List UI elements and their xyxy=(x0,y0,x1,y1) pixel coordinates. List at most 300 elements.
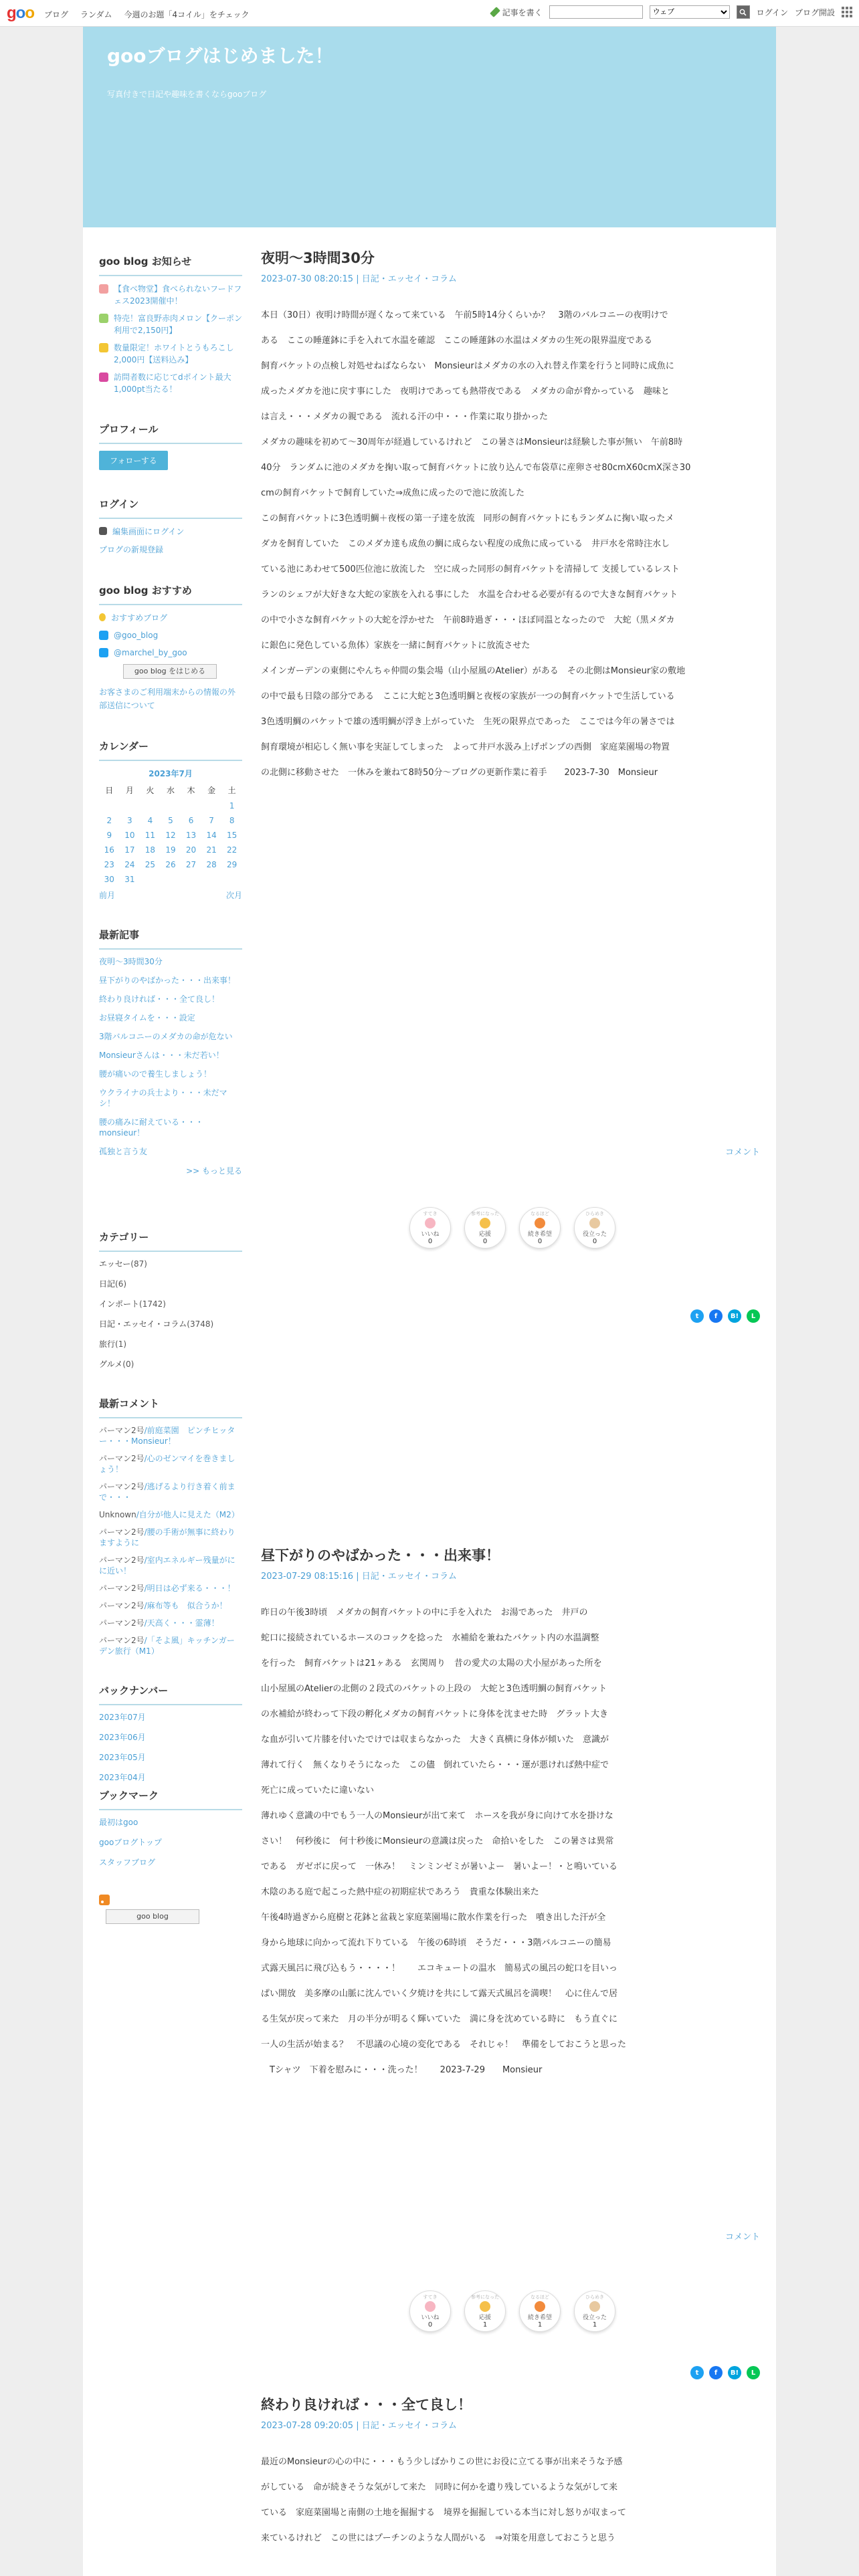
blog-description: 写真付きで日記や趣味を書くならgooブログ xyxy=(107,90,267,99)
article-paragraph: 式露天風呂に飛び込もう・・・・！ エコキュートの温水 簡易式の風呂の蛇口を目いっ xyxy=(261,1963,618,1973)
calendar-day[interactable]: 3 xyxy=(127,816,132,825)
reaction-caption: すてき xyxy=(423,1211,438,1216)
edit-login-label: 編集画面にログイン xyxy=(112,527,185,536)
calendar-section xyxy=(99,739,242,901)
calendar-day[interactable]: 14 xyxy=(206,831,217,840)
bookmark-link[interactable]: gooブログトップ xyxy=(99,1838,162,1847)
comment-article-link[interactable]: /前庭菜園 ピンチヒッター・・・Monsieur！ xyxy=(99,1426,235,1446)
calendar-day xyxy=(181,798,201,813)
profile-heading: プロフィール xyxy=(99,422,242,444)
article-paragraph: 本日（30日）夜明け時間が遅くなって来ている 午前5時14分くらいか？ 3階のバルコニーの夜明けで xyxy=(261,310,668,320)
recommend-blog-link[interactable] xyxy=(99,612,242,624)
calendar-day xyxy=(140,872,161,887)
calendar-day[interactable]: 13 xyxy=(185,831,197,840)
comment-article-link[interactable]: /腰の手術が無事に終わりますように xyxy=(99,1527,235,1547)
page-panel xyxy=(83,227,776,2576)
calendar-day[interactable]: 9 xyxy=(106,831,112,840)
comment-author: パーマン2号 xyxy=(99,1527,145,1537)
article-paragraph: 3色透明鯛のバケットで雄の透明鯛が浮き上がっていた 生死の限界点であった ここでは今年の暑さでは xyxy=(261,717,675,727)
article-paragraph: がしている 命が続きそうな気がして来た 同時に何かを遺り残しているような気がして来 xyxy=(261,2482,618,2492)
article-paragraph: を行った 飼育バケットは21ヶある 玄関周り 昔の愛犬の太陽の犬小屋があった所を xyxy=(261,1658,602,1669)
nav-random-link[interactable]: ランダム xyxy=(80,10,112,19)
comment-author: Unknown xyxy=(99,1510,136,1519)
article-paragraph: の水補給が終わって下段の孵化メダカの飼育バケットに身体を沈ませた時 グラット大き xyxy=(261,1709,608,1719)
pencil-icon xyxy=(99,527,107,535)
line-share-icon[interactable]: L xyxy=(747,1309,760,1323)
recommend-section xyxy=(99,583,242,712)
article-paragraph: 成ったメダカを池に戻す事にした 夜明けであっても熱帯夜である メダカの命が脅かっている 趣味と xyxy=(261,387,670,397)
article-paragraph: の中で小さな飼育バケットの大蛇を浮かせた 午前8時過ぎ・・・ほぼ同温となったので 大蛇（黒メダカ xyxy=(261,615,675,625)
open-blog-link[interactable]: ブログ開設 xyxy=(794,7,835,17)
reaction-label: 応援 xyxy=(478,2315,491,2321)
apps-grid-icon[interactable] xyxy=(842,7,852,17)
calendar-day[interactable]: 4 xyxy=(147,816,153,825)
comment-item xyxy=(99,1600,242,1611)
article-paragraph: 山小屋風のAtelierの北側の２段式のバケットの上段の 大蛇と3色透明鯛の飼育バケット xyxy=(261,1684,607,1694)
reaction-count: 0 xyxy=(427,1238,433,1245)
calendar-table xyxy=(99,782,242,887)
write-article-link[interactable] xyxy=(490,7,543,18)
article-paragraph: な血が引いて片膝を付いたでけでは収まらなかった 大きく真横に身体が傾いた 意識が xyxy=(261,1735,609,1745)
calendar-day[interactable]: 27 xyxy=(185,860,197,869)
article-title[interactable]: 終わり良ければ・・・全て良し！ xyxy=(261,2397,472,2413)
profile-section xyxy=(99,422,242,470)
article-paragraph: 死亡に成っていたに違いない xyxy=(261,1786,375,1796)
sidebar-footer xyxy=(99,1895,242,1924)
recent-article-link[interactable]: Monsieurさんは・・・未だ若い！ xyxy=(99,1051,224,1060)
search-button[interactable] xyxy=(737,5,750,19)
category-item xyxy=(99,1339,242,1350)
corn-icon xyxy=(99,343,108,352)
notice-text: 特売！富良野赤肉メロン【クーポン利用で2,150円】 xyxy=(114,314,243,335)
article-paragraph: ている 家庭菜園場と南側の土地を掘掘する 境界を掘掘している本当に対し怒りが収まって xyxy=(261,2508,627,2518)
article-paragraph: 身から地球に向かって流れ下りている 午後の6時頃 そうだ・・・3階バルコニーの簡易 xyxy=(261,1938,611,1948)
article-paragraph: 木陰のある庭で起こった熱中症の初期症状であろう 貴重な体験出来た xyxy=(261,1887,539,1897)
calendar-weekday: 木 xyxy=(187,786,195,795)
comment-article-link[interactable]: /自分が他人に見えた（M2） xyxy=(136,1510,240,1519)
reaction-button[interactable] xyxy=(409,2290,451,2332)
calendar-day[interactable]: 2 xyxy=(106,816,112,825)
twitter-icon xyxy=(99,631,108,640)
reaction-button[interactable] xyxy=(519,1207,561,1249)
notice-item[interactable] xyxy=(99,283,242,307)
reaction-label: 応援 xyxy=(478,1231,491,1238)
category-count: (3748) xyxy=(187,1319,214,1329)
recent-section xyxy=(99,928,242,1176)
calendar-weekday: 水 xyxy=(166,786,175,795)
comment-link[interactable]: コメント xyxy=(725,2232,760,2242)
calendar-day[interactable]: 8 xyxy=(229,816,235,825)
nav-topic-link[interactable]: 今週のお題「4コイル」をチェック xyxy=(124,10,250,19)
article-body xyxy=(261,308,760,780)
twitter-goo-label: @goo_blog xyxy=(114,631,159,640)
reaction-emoji-icon xyxy=(480,2301,490,2312)
comment-item xyxy=(99,1425,242,1446)
calendar-day xyxy=(140,798,161,813)
article-body xyxy=(261,2455,760,2546)
comment-list xyxy=(99,1425,242,1656)
calendar-day xyxy=(181,872,201,887)
article-paragraph: る生気が戻って来た 月の半分が明るく輝いていた 満に身を沈めている時に もう直ぐに xyxy=(261,2014,618,2024)
category-count: (0) xyxy=(122,1360,134,1369)
comment-article-link[interactable]: /室内エネルギー残量がにに近い！ xyxy=(99,1555,235,1576)
reaction-count: 1 xyxy=(482,2321,488,2329)
calendar-weekday: 月 xyxy=(125,786,134,795)
calendar-day[interactable]: 5 xyxy=(168,816,173,825)
reaction-button[interactable] xyxy=(409,1207,451,1249)
calendar-nav xyxy=(99,889,242,901)
article xyxy=(261,1545,760,2377)
write-label: 記事を書く xyxy=(502,7,543,17)
category-item xyxy=(99,1299,242,1309)
calendar-day[interactable]: 1 xyxy=(229,801,235,811)
article-title[interactable]: 昼下がりのやばかった・・・出来事！ xyxy=(261,1547,500,1564)
reaction-caption: なるほど xyxy=(531,1211,549,1216)
reaction-count: 1 xyxy=(592,2321,597,2329)
backnumber-heading: バックナンバー xyxy=(99,1683,242,1705)
reaction-caption: すてき xyxy=(423,2294,438,2300)
comment-article-link[interactable]: /逃げるより行き着く前まで・・・ xyxy=(99,1482,235,1502)
backnumber-section xyxy=(99,1683,242,1782)
article-paragraph: は言え・・・メダカの親である 流れる汗の中・・・作業に取り掛かった xyxy=(261,412,549,422)
article-paragraph: ダカを飼育していた このメダカ達も成魚の鯛に成らない程度の成魚に成っている 井戸水を常時注水し xyxy=(261,539,670,549)
reaction-caption: なるほど xyxy=(531,2294,549,2300)
article-paragraph: Tシャツ 下着を慰みに・・・洗った！ 2023-7-29 Monsieur xyxy=(261,2065,543,2075)
article-paragraph: メダカの趣味を初めて〜30周年が経過しているけれど この暑さはMonsieurは経験した事が無い 午前8時 xyxy=(261,437,683,447)
calendar-day[interactable]: 20 xyxy=(185,845,197,855)
reaction-emoji-icon xyxy=(535,1218,545,1228)
reaction-caption: ひらめき xyxy=(585,2294,604,2300)
pen-icon xyxy=(490,7,500,17)
category-item xyxy=(99,1319,242,1329)
calendar-day[interactable]: 18 xyxy=(145,845,156,855)
share-buttons xyxy=(690,1309,760,1323)
article-paragraph: 昨日の午後3時頃 メダカの飼育バケットの中に手を入れた お湯であった 井戸の xyxy=(261,1608,588,1618)
calendar-day[interactable]: 10 xyxy=(124,831,135,840)
calendar-weekday: 火 xyxy=(146,786,155,795)
reaction-emoji-icon xyxy=(535,2301,545,2312)
article-paragraph: さい！ 何秒後に 何十秒後にMonsieurの意識は戻った 命拾いをした この暑さは異常 xyxy=(261,1836,614,1846)
notice-text: 【食べ物堂】食べられないフードフェス2023開催中！ xyxy=(114,284,242,306)
calendar-body xyxy=(99,798,242,887)
reaction-emoji-icon xyxy=(589,1218,600,1228)
bookmark-heading: ブックマーク xyxy=(99,1788,242,1810)
calendar-day[interactable]: 15 xyxy=(227,831,237,840)
calendar-week xyxy=(99,813,242,828)
reaction-caption: 参考になった xyxy=(471,2294,499,2300)
calendar-day[interactable]: 21 xyxy=(206,845,217,855)
article xyxy=(261,247,760,1320)
calendar-day[interactable]: 11 xyxy=(145,831,156,840)
article-paragraph: ている池にあわせて500匹位池に放流した 空に成った同形の飼育バケットを清掃して 支援しているレスト xyxy=(261,564,680,574)
backnumber-link[interactable]: 2023年07月 xyxy=(99,1713,146,1722)
comment-article-link[interactable]: /天高く・・・霊薄！ xyxy=(144,1618,219,1628)
category-link[interactable]: グルメ xyxy=(99,1360,123,1369)
recent-article-link[interactable]: 3階バルコニーのメダカの命が危ない xyxy=(99,1032,233,1041)
article-body xyxy=(261,1606,760,2078)
notice-text: 数量限定！ホワイトとうもろこし2,000円【送料込み】 xyxy=(114,343,234,364)
reaction-button[interactable] xyxy=(464,2290,506,2332)
article-paragraph: 午後4時過ぎから庭樹と花鉢と盆栽と家庭菜園場に散水作業を行った 噴き出した汗が全 xyxy=(261,1913,606,1923)
calendar-day[interactable]: 23 xyxy=(104,860,114,869)
reaction-count: 0 xyxy=(537,1238,543,1245)
notice-item[interactable] xyxy=(99,342,242,366)
article-paragraph: 40分 ランダムに池のメダカを掬い取って飼育バケットに放り込んで布袋草に産卵させ80cmX60cmX深さ30 xyxy=(261,463,691,473)
notice-item[interactable] xyxy=(99,371,242,395)
article xyxy=(261,2394,760,2557)
calendar-week xyxy=(99,872,242,887)
calendar-weekday: 土 xyxy=(227,786,236,795)
food-icon xyxy=(99,284,108,294)
category-section xyxy=(99,1230,242,1370)
calendar-day[interactable]: 25 xyxy=(145,860,156,869)
recent-list xyxy=(99,956,242,1157)
bookmark-link[interactable]: スタッフブログ xyxy=(99,1858,156,1867)
article-paragraph: 飼育環境が相応しく無い事を実証してしまった よって井戸水汲み上げポンプの西側 家庭菜園場の物置 xyxy=(261,742,670,752)
comment-article-link[interactable]: /「そよ風」キッチンガーデン旅行（M1） xyxy=(99,1636,235,1656)
calendar-week xyxy=(99,843,242,857)
category-count: (6) xyxy=(115,1279,127,1289)
calendar-day[interactable]: 30 xyxy=(104,875,114,884)
calendar-day xyxy=(221,872,242,887)
sidebar xyxy=(99,254,242,1931)
article-paragraph: 一人の生活が始まる？ 不思議の心境の変化である それじゃ！ 準備をしておこうと思った xyxy=(261,2040,627,2050)
comment-author: パーマン2号 xyxy=(99,1601,145,1610)
article-title[interactable]: 夜明〜3時間30分 xyxy=(261,250,375,266)
blog-header-banner xyxy=(83,27,776,227)
facebook-share-icon[interactable]: f xyxy=(709,2366,723,2379)
comment-author: パーマン2号 xyxy=(99,1584,145,1593)
register-link[interactable]: ブログの新規登録 xyxy=(99,545,164,554)
goo-blog-footer-badge[interactable]: goo blog xyxy=(106,1909,199,1924)
calendar-day[interactable]: 29 xyxy=(227,860,237,869)
category-link[interactable]: 日記・エッセイ・コラム xyxy=(99,1319,187,1329)
notice-text: 訪問者数に応じてdポイント最大1,000pt当たる！ xyxy=(114,372,231,394)
reaction-button[interactable] xyxy=(574,2290,615,2332)
backnumber-link[interactable]: 2023年05月 xyxy=(99,1753,146,1762)
reaction-count: 0 xyxy=(482,1238,488,1245)
bookmark-list xyxy=(99,1817,242,1868)
calendar-day[interactable]: 12 xyxy=(165,831,176,840)
recommend-heading: goo blog おすすめ xyxy=(99,583,242,605)
notice-section xyxy=(99,254,242,395)
calendar-day[interactable]: 6 xyxy=(188,816,194,825)
comment-author: パーマン2号 xyxy=(99,1555,145,1565)
reaction-count: 1 xyxy=(537,2321,543,2329)
goo-logo[interactable]: goo xyxy=(7,4,35,22)
comment-item xyxy=(99,1527,242,1548)
bulb-icon xyxy=(99,613,106,621)
reaction-caption: 参考になった xyxy=(471,1211,499,1216)
external-info-link[interactable]: お客さまのご利用端末からの情報の外部送信について xyxy=(99,687,236,710)
comment-item xyxy=(99,1509,242,1520)
more-articles-link[interactable]: >> もっと見る xyxy=(186,1166,242,1176)
comment-author: パーマン2号 xyxy=(99,1618,145,1628)
comment-item xyxy=(99,1635,242,1656)
category-count: (1) xyxy=(115,1339,127,1349)
category-count: (1742) xyxy=(139,1299,166,1309)
login-heading: ログイン xyxy=(99,497,242,519)
login-section xyxy=(99,497,242,556)
reaction-buttons xyxy=(409,2290,615,2332)
comment-author: パーマン2号 xyxy=(99,1454,145,1463)
prev-month-link[interactable]: 前月 xyxy=(99,891,116,900)
comments-heading: 最新コメント xyxy=(99,1396,242,1418)
article-paragraph: この飼育バケットに3色透明鯛＋夜桜の第一子達を放流 同形の飼育バケットにもランダムに掬い取ったメ xyxy=(261,514,674,524)
comment-article-link[interactable]: /麻布等も 似合うか！ xyxy=(144,1601,227,1610)
calendar-weekday: 日 xyxy=(105,786,114,795)
calendar-week xyxy=(99,798,242,813)
follow-button[interactable]: フォローする xyxy=(99,451,168,470)
notice-heading: goo blog お知らせ xyxy=(99,254,242,276)
calendar-day[interactable]: 7 xyxy=(209,816,214,825)
point-icon xyxy=(99,372,108,382)
recent-article-link[interactable]: 終わり良ければ・・・全て良し！ xyxy=(99,994,220,1004)
recent-article-link[interactable]: 腰が痛いので養生しましょう！ xyxy=(99,1069,212,1079)
article-meta[interactable]: 2023-07-28 09:20:05 | 日記・エッセイ・コラム xyxy=(261,2421,457,2431)
facebook-share-icon[interactable]: f xyxy=(709,1309,723,1323)
article-meta[interactable]: 2023-07-30 08:20:15 | 日記・エッセイ・コラム xyxy=(261,274,457,284)
login-link[interactable]: ログイン xyxy=(756,7,788,17)
global-nav xyxy=(44,9,249,20)
melon-icon xyxy=(99,314,108,323)
comment-article-link[interactable]: /明日は必ず来る・・・！ xyxy=(144,1584,235,1593)
reaction-buttons xyxy=(409,1207,615,1249)
reaction-label: いいね xyxy=(421,1231,440,1238)
recent-article-link[interactable]: お昼寝タイムを・・・設定 xyxy=(99,1013,195,1023)
reaction-count: 0 xyxy=(427,2321,433,2329)
reaction-button[interactable] xyxy=(519,2290,561,2332)
category-heading: カテゴリー xyxy=(99,1230,242,1252)
reaction-caption: ひらめき xyxy=(585,1211,604,1216)
comment-item xyxy=(99,1481,242,1503)
comment-article-link[interactable]: /心のゼンマイを巻きましょう！ xyxy=(99,1454,235,1474)
reaction-label: いいね xyxy=(421,2315,440,2321)
reaction-button[interactable] xyxy=(574,1207,615,1249)
calendar-day xyxy=(99,798,120,813)
article-paragraph: 薄れゆく意識の中でもう一人のMonsieurが出て来て ホースを我が身に向けて水を掛けな xyxy=(261,1811,613,1821)
calendar-day[interactable]: 17 xyxy=(124,845,135,855)
category-list xyxy=(99,1259,242,1370)
calendar-day[interactable]: 22 xyxy=(227,845,237,855)
article-paragraph: 蛇口に接続されているホースのコックを捻った 水補給を兼ねたバケット内の水温調整 xyxy=(261,1633,599,1643)
calendar-day[interactable]: 31 xyxy=(124,875,135,884)
article-paragraph: メインガーデンの東側にやんちゃ仲間の集会場（山小屋風のAtelier）がある その北側はMonsieur家の敷地 xyxy=(261,666,686,676)
calendar-day[interactable]: 16 xyxy=(104,845,114,855)
reaction-label: 続き希望 xyxy=(527,1231,552,1238)
reaction-label: 続き希望 xyxy=(527,2315,552,2321)
article-paragraph: 薄れて行く 無くなりそうになった この儘 倒れていたら・・・運が悪ければ熱中症で xyxy=(261,1760,609,1770)
recent-heading: 最新記事 xyxy=(99,928,242,950)
comment-author: パーマン2号 xyxy=(99,1426,145,1435)
recent-article-link[interactable]: 腰の痛みに耐えている・・・monsieur！ xyxy=(99,1117,204,1138)
article-paragraph: の北側に移動させた 一休みを兼ねて8時50分〜ブログの更新作業に着手 2023-7-30 Monsieur xyxy=(261,768,658,778)
share-buttons xyxy=(690,2366,760,2379)
bookmark-link[interactable]: 最初はgoo xyxy=(99,1818,138,1827)
category-link[interactable]: 旅行 xyxy=(99,1339,116,1349)
search-scope-select[interactable] xyxy=(650,5,730,19)
reaction-count: 0 xyxy=(592,1238,597,1245)
twitter-marchel-link[interactable] xyxy=(99,647,242,659)
category-link[interactable]: インポート xyxy=(99,1299,140,1309)
comment-author: パーマン2号 xyxy=(99,1636,145,1645)
reaction-label: 役立った xyxy=(582,2315,607,2321)
calendar-day xyxy=(161,872,181,887)
comment-item xyxy=(99,1583,242,1594)
bookmark-section xyxy=(99,1788,242,1868)
nav-blog-link[interactable]: ブログ xyxy=(44,10,69,19)
reaction-emoji-icon xyxy=(589,2301,600,2312)
reaction-label: 役立った xyxy=(582,1231,607,1238)
recent-article-link[interactable]: 孤独と言う友 xyxy=(99,1147,148,1156)
backnumber-link[interactable]: 2023年06月 xyxy=(99,1733,146,1742)
twitter-share-icon[interactable]: t xyxy=(690,2366,704,2379)
reaction-button[interactable] xyxy=(464,1207,506,1249)
recent-article-link[interactable]: 夜明〜3時間30分 xyxy=(99,957,163,966)
notice-item[interactable] xyxy=(99,312,242,336)
calendar-day[interactable]: 26 xyxy=(165,860,176,869)
rss-icon[interactable] xyxy=(99,1895,110,1905)
twitter-goo-link[interactable] xyxy=(99,629,242,641)
article-meta[interactable]: 2023-07-29 08:15:16 | 日記・エッセイ・コラム xyxy=(261,1572,457,1582)
calendar-day xyxy=(201,872,222,887)
recent-article-link[interactable]: ウクライナの兵士より・・・未だマシ！ xyxy=(99,1088,227,1108)
category-item xyxy=(99,1279,242,1289)
hatena-share-icon[interactable]: B! xyxy=(728,1309,741,1323)
comment-author: パーマン2号 xyxy=(99,1482,145,1491)
category-link[interactable]: エッセー xyxy=(99,1259,131,1269)
article-paragraph: に銀色に発色している魚体）家族を一緒に飼育バケットに放流させた xyxy=(261,641,531,651)
global-tools xyxy=(490,5,852,19)
twitter-share-icon[interactable]: t xyxy=(690,1309,704,1323)
article-paragraph: の中で最も日陰の部分である ここに大蛇と3色透明鯛と夜桜の家族が一つの飼育バケットで生活している xyxy=(261,691,675,702)
backnumber-list[interactable] xyxy=(99,1712,242,1782)
line-share-icon[interactable]: L xyxy=(747,2366,760,2379)
edit-login-link[interactable] xyxy=(99,526,242,538)
category-item xyxy=(99,1359,242,1370)
hatena-share-icon[interactable]: B! xyxy=(728,2366,741,2379)
calendar-day[interactable]: 19 xyxy=(165,845,176,855)
category-link[interactable]: 日記 xyxy=(99,1279,116,1289)
article-paragraph: 来ているけれど この世にはプーチンのような人間がいる ⇒対策を用意しておこうと思う xyxy=(261,2533,615,2543)
category-count: (87) xyxy=(130,1259,147,1269)
next-month-link[interactable]: 次月 xyxy=(225,891,242,900)
recommend-blog-label: おすすめブログ xyxy=(111,613,168,623)
calendar-weekday: 金 xyxy=(207,786,216,795)
reaction-emoji-icon xyxy=(480,1218,490,1228)
comment-item xyxy=(99,1453,242,1475)
reaction-emoji-icon xyxy=(425,1218,436,1228)
backnumber-link[interactable]: 2023年04月 xyxy=(99,1773,146,1782)
blog-title[interactable]: gooブログはじめました！ xyxy=(107,45,334,67)
search-icon xyxy=(739,9,747,16)
article-paragraph: 飼育バケットの点検し対処せねばならない Monsieurはメダカの水の入れ替え作業を行うと同時に成魚に xyxy=(261,361,674,371)
search-input[interactable] xyxy=(549,5,643,19)
comment-link[interactable]: コメント xyxy=(725,1148,760,1158)
calendar-heading: カレンダー xyxy=(99,739,242,761)
article-paragraph: 最近のMonsieurの心の中に・・・もう少しばかりこの世にお役に立てる事が出来そうな予感 xyxy=(261,2457,623,2467)
calendar-day xyxy=(161,798,181,813)
calendar-month: 2023年7月 xyxy=(149,769,193,778)
global-header xyxy=(0,0,859,27)
recent-article-link[interactable]: 昼下がりのやばかった・・・出来事！ xyxy=(99,976,236,985)
comment-item xyxy=(99,1555,242,1576)
reaction-emoji-icon xyxy=(425,2301,436,2312)
twitter-icon xyxy=(99,648,108,657)
calendar-day[interactable]: 28 xyxy=(206,860,217,869)
start-goo-blog-badge[interactable]: goo blog をはじめる xyxy=(123,664,217,679)
calendar-day[interactable]: 24 xyxy=(124,860,135,869)
